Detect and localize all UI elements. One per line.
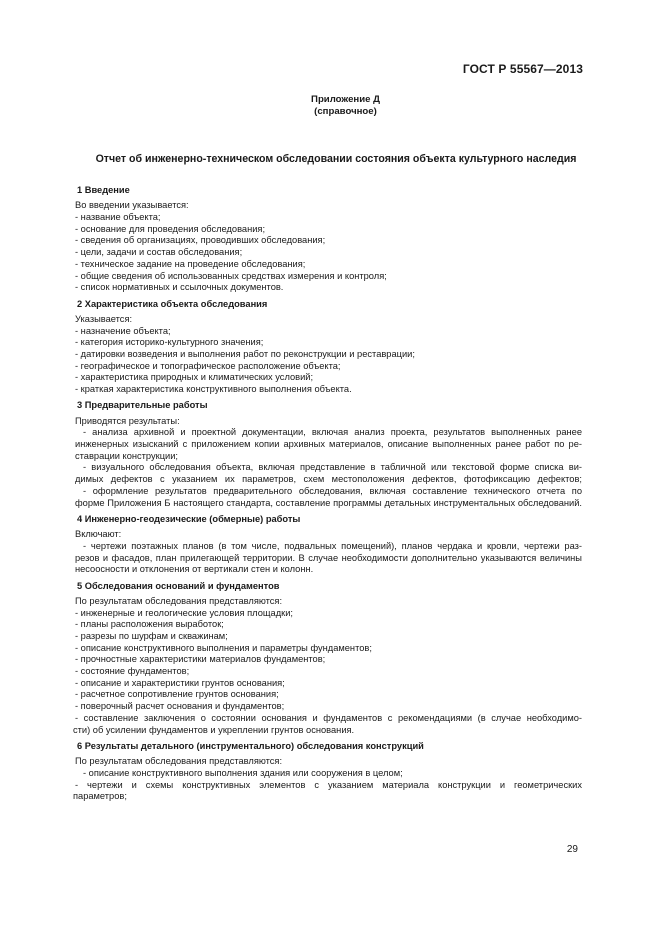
- text-line: - инженерные и геологические условия площадки;: [75, 607, 293, 618]
- text-line: - цели, задачи и состав обследования;: [75, 247, 243, 258]
- section-6: [75, 741, 582, 803]
- section-heading: 5 Обследования оснований и фундаментов: [77, 580, 280, 591]
- text-line: - оформление результатов предварительного обследования, включая составление технического отчета по: [83, 485, 582, 496]
- text-line: Указывается:: [75, 313, 133, 324]
- text-line: параметров;: [73, 791, 127, 802]
- text-line: - категория историко-культурного значения;: [75, 337, 264, 348]
- text-line: - основание для проведения обследования;: [75, 223, 266, 234]
- text-line: - расчетное сопротивление грунтов основания;: [75, 689, 279, 700]
- section-2: [75, 299, 582, 396]
- text-line: инженерных изысканий с приложением копии архивных материалов, описание выполненных ранее работ по ре-: [75, 439, 582, 450]
- section-heading: 1 Введение: [77, 185, 130, 195]
- text-line: - описание и характеристики грунтов основания;: [75, 677, 285, 688]
- text-line: - датировки возведения и выполнения работ по реконструкции и реставрации;: [75, 348, 415, 359]
- text-line: - поверочный расчет основания и фундаментов;: [75, 701, 285, 712]
- section-4: [75, 514, 582, 576]
- text-line: - сведения об организациях, проводивших обследования;: [75, 235, 326, 246]
- text-line: По результатам обследования представляются:: [75, 595, 283, 606]
- section-3: [75, 400, 582, 509]
- text-line: Приводятся результаты:: [75, 415, 180, 426]
- text-line: По результатам обследования представляются:: [75, 756, 283, 767]
- text-line: ставрации конструкции;: [75, 450, 179, 461]
- text-line: - состояние фундаментов;: [75, 666, 190, 677]
- text-line: - географическое и топографическое расположение объекта;: [75, 360, 341, 371]
- section-5: [75, 581, 582, 737]
- text-line: Во введении указывается:: [75, 200, 189, 211]
- text-line: - описание конструктивного выполнения здания или сооружения в целом;: [83, 767, 403, 778]
- document-title: Отчет об инженерно-техническом обследовании состояния объекта культурного наследия: [95, 153, 577, 165]
- text-line: - техническое задание на проведение обследования;: [75, 258, 306, 269]
- text-line: форме Приложения Б настоящего стандарта, составление программы детальных инструментальных обследований.: [75, 497, 582, 508]
- text-line: - планы расположения выработок;: [75, 619, 224, 630]
- text-line: сти) об усилении фундаментов и укреплении грунтов основания.: [73, 724, 355, 735]
- standard-number: ГОСТ Р 55567—2013: [462, 62, 583, 76]
- text-line: - характеристика природных и климатических условий;: [75, 372, 314, 383]
- section-heading: 6 Результаты детального (инструментального) обследования конструкций: [77, 740, 424, 751]
- text-line: - назначение объекта;: [75, 325, 171, 336]
- text-line: - общие сведения об использованных средствах измерения и контроля;: [75, 270, 387, 281]
- text-line: - название объекта;: [75, 212, 161, 222]
- section-heading: 3 Предварительные работы: [77, 400, 208, 411]
- text-line: - краткая характеристика конструктивного выполнения объекта.: [75, 384, 352, 395]
- text-line: - прочностные характеристики материалов фундаментов;: [75, 654, 326, 665]
- text-line: - разрезы по шурфам и скважинам;: [75, 630, 228, 641]
- text-line: Включают:: [75, 529, 122, 540]
- text-line: - чертежи и схемы конструктивных элементов с указанием материала конструкции и геометрических: [75, 779, 582, 790]
- text-line: димых дефектов с указанием их параметров, схем местоположения дефектов, фотофиксацию дефектов;: [75, 474, 582, 485]
- document-body: [75, 185, 582, 808]
- text-line: - визуального обследования объекта, включая представление в табличной или текстовой форме списка ви-: [83, 462, 582, 473]
- appendix-heading: [0, 94, 661, 117]
- appendix-title: Приложение Д: [311, 94, 380, 105]
- section-1: [75, 185, 582, 294]
- section-heading: 2 Характеристика объекта обследования: [77, 298, 268, 309]
- text-line: - составление заключения о состоянии основания и фундаментов с рекомендациями (в случае необходимо-: [75, 712, 582, 723]
- text-line: несоосности и отклонения от вертикали стен и колонн.: [75, 564, 314, 575]
- section-heading: 4 Инженерно-геодезические (обмерные) работы: [77, 513, 301, 524]
- page-number: 29: [566, 844, 578, 855]
- text-line: - список нормативных и ссылочных документов.: [75, 282, 284, 293]
- text-line: - чертежи поэтажных планов (в том числе, подвальных помещений), планов чердака и кровли, чертежи раз-: [83, 540, 582, 551]
- text-line: резов и фасадов, план прилегающей территории. В случае необходимости дополнительно указываются величины: [75, 552, 582, 563]
- text-line: - анализа архивной и проектной документации, включая анализ проекта, результатов выполненных ранее: [83, 427, 582, 438]
- appendix-subtitle: (справочное): [314, 105, 377, 117]
- text-line: - описание конструктивного выполнения и параметры фундаментов;: [75, 642, 372, 653]
